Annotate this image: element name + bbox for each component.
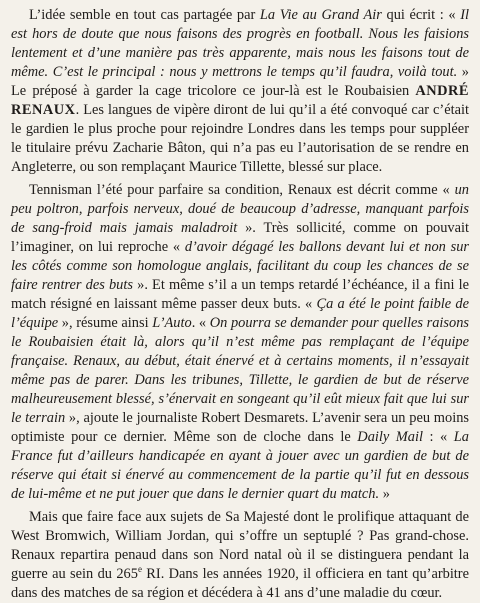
italic-quote-run: La Vie au Grand Air [259,7,382,23]
italic-quote-run: Daily Mail [357,429,423,445]
paragraph-2 [11,181,469,504]
text-run: : « [422,429,454,445]
italic-quote-run: Ça a été le point faible de l’équipe [11,296,469,331]
italic-quote-run: un peu poltron, parfois nerveux, doué de beaucoup d’adresse, manquant parfois de sang-froid mais jamais maladroit [11,182,469,236]
text-run: ». Et même s’il a un temps retardé l’échéance, il a fini le match résigné en laissant même passer deux buts. « [11,277,469,312]
name-emphasis-run: ANDRÉ RENAUX [11,83,469,118]
text-run: L’idée semble en tout cas partagée par [29,7,260,23]
superscript-run: e [137,564,142,575]
italic-quote-run: La France fut d’ailleurs handicapée en ayant à jouer avec un gardien de but de réserve qui était si énervé au commencement de la partie qu’il fut en dessous de lui-même et ne put jouer que dans le dernier quart du match. [11,429,469,502]
italic-quote-run: L’Auto [152,315,192,331]
text-run: » [379,486,390,502]
text-run: Tennisman l’été pour parfaire sa condition, Renaux est décrit comme « [29,182,455,198]
text-run: . « [191,315,210,331]
text-run: », résume ainsi [58,315,153,331]
text-run: Mais que faire face aux sujets de Sa Majesté dont le prolifique attaquant de West Bromwich, William Jordan, qui s’offre un septuplé ? Pas grand-chose. Renaux repartira penaud dans son Nord natal où il se distinguera pendant la guerre au sein du 265 [11,509,469,582]
italic-quote-run: On pourra se demander pour quelles raisons le Roubaisien était là, alors qu’il n’est même pas remplaçant de l’équipe française. Renaux, au début, était énervé et à certains moments, il n’essayait même pas de parer. Dans les tribunes, Tillette, le gardien de but de réserve malheureusement blessé, s’énervait en songeant qu’il eût mieux fait que lui sur le terrain [11,315,469,426]
italic-quote-run: d’avoir dégagé les ballons devant lui et non sur les côtés comme son homologue anglais, facilitant du coup les chances de se faire rentrer des buts [11,239,469,293]
paragraph-1 [11,6,469,177]
text-run: . Les langues de vipère diront de lui qu’il a été convoqué car c’était le gardien le plus proche pour rejoindre Londres dans les temps pour suppléer le titulaire prévu Zacharie Bâton, qui n’a pas eu l’autorisation de se rendre en Angleterre, ou son remplaçant Maurice Tillette, blessé sur place. [11,102,469,175]
text-run: » Le préposé à garder la cage tricolore ce jour-là est le Roubaisien [11,64,470,99]
italic-quote-run: Il est hors de doute que nous faisons des progrès en football. Nous les faisions lentement et d’une manière pas très apparente, mais nous les faisons tout de même. C’est le principal : nous y mettrons le temps qu’il faudra, voilà tout. [11,7,470,80]
text-run: RI. Dans les années 1920, il officiera en tant qu’arbitre dans des matches de sa région et décédera à 41 ans d’une maladie du cœur. [11,566,469,601]
paragraph-3 [11,508,469,603]
text-run: ». Très sollicité, comme on pouvait l’imaginer, on lui reproche « [11,220,469,255]
text-run: qui écrit : « [381,7,461,23]
text-run: », ajoute le journaliste Robert Desmarets. L’avenir sera un peu moins optimiste pour ce dernier. Même son de cloche dans le [11,410,469,445]
